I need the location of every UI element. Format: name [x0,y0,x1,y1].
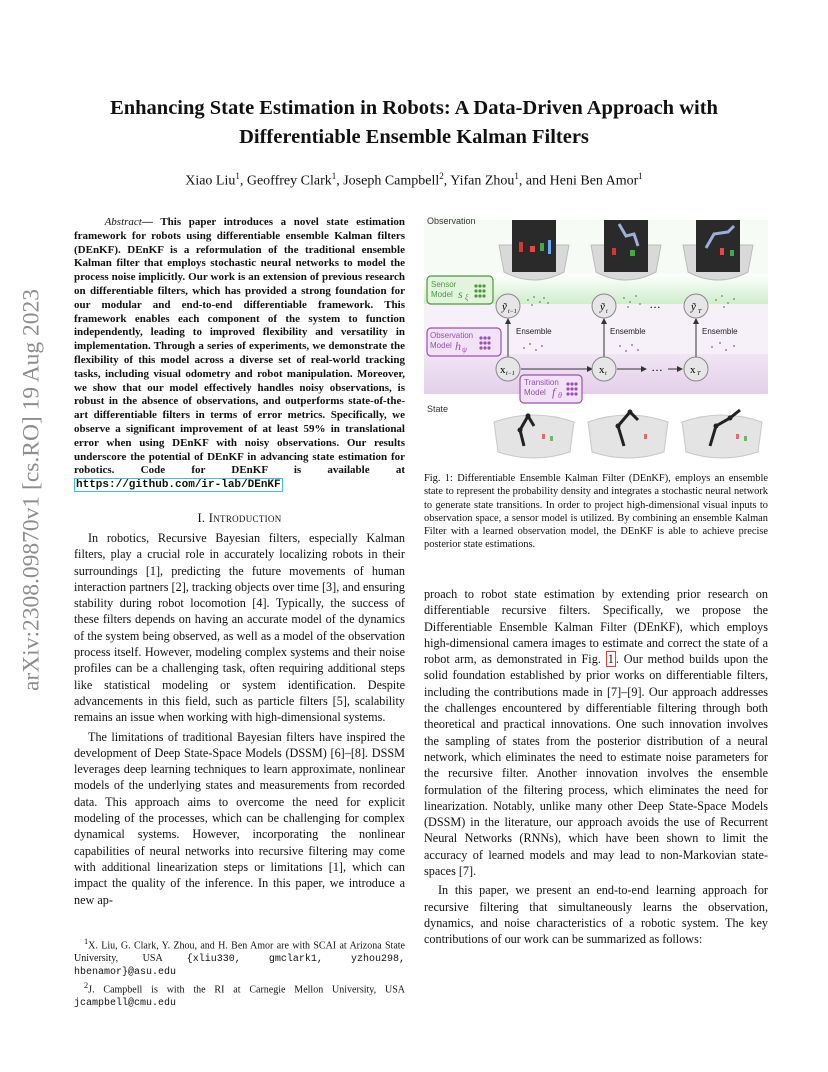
state-image [494,414,574,459]
y-node [496,294,520,318]
right-column-body [424,586,768,951]
svg-text:h: h [455,339,461,353]
footnote-mark: 1 [84,937,89,946]
svg-text:t−1: t−1 [508,309,517,315]
footnote-1 [74,936,405,980]
author-name: Geoffrey Clark [246,173,332,189]
svg-text:ψ: ψ [462,345,467,354]
author-affiliation: 1 [331,171,337,181]
footnote-emails: {xliu330, gmclark1, yzhou298, hbenamor}@asu.edu [74,953,405,979]
ellipsis: … [649,297,661,311]
svg-text:t: t [605,371,607,377]
author-affiliation: 2 [439,171,444,181]
figure-ref-link[interactable]: 1 [607,652,614,667]
y-node [684,294,708,318]
left-column-body [74,530,405,911]
footnote-email: jcampbell@cmu.edu [74,997,177,1009]
svg-text:Model: Model [524,388,546,397]
observation-model-box [427,328,501,356]
paragraph: In robotics, Recursive Bayesian filters, especially Kalman filters, play a crucial role in accurately localizing robots in their surroundings [1], predicting the future movements of human interaction partners [2], tracking objects over time [3], and ensuring stability during robot locomotion [4]. Typically, the success of these filters depends on having an accurate model of the dynamics of the system being observed, as well as a model of the observation process itself. However, modeling complex systems and their noise profiles can be a challenging task, often requiring additional steps like statistical modeling or system identification. Despite advancements in this field, such as particle filters [5], scalability remains an issue when working with high-dimensional systems. [74,531,405,725]
abstract-label: Abstract [104,216,142,228]
svg-text:T: T [697,371,701,377]
author-affiliation: 1 [235,171,240,181]
paper-title: Enhancing State Estimation in Robots: A Data-Driven Approach with Differentiable Ensemble Kalman Filters [110,97,718,148]
svg-text:t: t [606,309,608,315]
svg-text:ξ: ξ [465,293,469,302]
caption-label: Fig. 1: [424,473,458,484]
author-name: Xiao Liu [185,173,236,189]
svg-text:ỹ: ỹ [691,301,696,313]
footnote-text: J. Campbell is with the RI at Carnegie Mellon University, USA [88,984,405,996]
ensemble-label: Ensemble [702,327,738,336]
svg-text:Transition: Transition [524,378,559,387]
svg-text:Model: Model [430,341,452,350]
observation-label: Observation [427,216,476,226]
caption-text: Differentiable Ensemble Kalman Filter (DEnKF), employs an ensemble state to represent the probability density and integrates a stochastic neural network to generate state transitions. In order to project high-dimensional visual inputs to observation space, a sensor model is utilized. By combining an ensemble Kalman Filter with a learned observation model, the DEnKF is able to achieve precise posterior state estimations. [424,473,768,551]
svg-text:f: f [552,385,556,399]
paragraph: In this paper, we present an end-to-end learning approach for recursive filtering that simultaneously learns the observation, dynamics, and noise characteristics of a robotic system. The key contributions of our work can be summarized as follows: [424,883,768,947]
state-label: State [427,404,449,414]
svg-text:θ: θ [558,391,562,400]
code-link[interactable]: https://github.com/ir-lab/DEnKF [76,479,281,492]
paragraph: The limitations of traditional Bayesian filters have inspired the development of Deep State-Space Models (DSSM) [6]–[8]. DSSM leverages deep learning techniques to learn approximate, nonlinear models of the underlying states and measurements from recorded data. This approach aims to overcome the need for explicit modeling of the processes, which can be challenging for complex dynamical systems. However, incorporating the nonlinear capabilities of neural networks into recursive filtering may come with additional linearization steps or limitations [1], which can impact the quality of the inference. In this paper, we introduce a new ap- [74,729,405,907]
figure-1 [424,212,768,462]
author-name: Heni Ben Amor [549,173,639,189]
x-node [684,357,708,381]
abstract [74,216,405,493]
svg-text:Observation: Observation [430,331,474,340]
x-node [592,357,616,381]
abstract-text: This paper introduces a novel state estimation framework for robots using differentiable ensemble Kalman filters (DEnKF). DEnKF is a reformulation of the traditional ensemble Kalman filter that employs stochastic neural networks to model the process noise implicitly. Our work is an extension of previous research on differentiable filters, which has provided a strong foundation for our modular and end-to-end differentiable framework. This framework enables each component of the system to function independently, leading to improved flexibility and versatility in implementation. Through a series of experiments, we demonstrate the flexibility of this model across a diverse set of real-world tracking tasks, including visual odometry and robot manipulation. Moreover, we show that our model effectively handles noisy observations, is robust in the absence of observations, and outperforms state-of-the-art differentiable filters in terms of error metrics. Specifically, we observe a significant improvement of at least 59% in translational error when using DEnKF with noisy observations. Our results underscore the potential of DEnKF in advancing state estimation for robotics. Code for DEnKF is available at [74,216,405,477]
svg-text:x: x [500,364,506,376]
arxiv-id: arXiv:2308.09870v1 [cs.RO] 19 Aug 2023 [18,288,45,692]
paragraph [424,586,768,879]
svg-text:Model: Model [431,290,453,299]
svg-text:x: x [599,364,605,376]
author-name: Joseph Campbell [343,173,440,189]
ensemble-label: Ensemble [516,327,552,336]
footnote-text: X. Liu, G. Clark, Y. Zhou, and H. Ben Amor are with SCAI at Arizona State University, USA [74,940,405,964]
author-affiliation: 1 [514,171,519,181]
svg-text:s: s [458,287,463,301]
x-node [496,357,520,381]
ellipsis: … [651,360,663,374]
y-node [592,294,616,318]
svg-text:x: x [690,364,696,376]
figure-caption [424,472,768,552]
abstract-dash: — [141,216,161,228]
transition-model-box [520,375,582,403]
paragraph-text: proach to robot state estimation by extending prior research on differentiable recursive filters. Specifically, we propose the Differentiable Ensemble Kalman Filter (DEnKF), which employs high-dimensional camera images to estimate and correct the state of a robot arm, as demonstrated in Fig. [424,587,768,667]
svg-text:ỹ: ỹ [502,301,507,313]
author-list: Xiao Liu$^1$, Geoffrey Clark$^1$, Joseph Campbell$^2$, Yifan Zhou$^1$, and Heni Ben Amor$^1$ [185,171,643,189]
svg-text:Sensor: Sensor [431,280,457,289]
section-heading: I. Introduction [197,511,282,525]
svg-text:T: T [698,309,702,315]
svg-text:ỹ: ỹ [600,301,605,313]
footnote-mark: 2 [84,980,89,990]
footnote-2 [74,980,405,1010]
sensor-model-box [427,276,493,304]
footnotes [74,936,405,1010]
author-affiliation: 1 [638,171,643,181]
svg-text:t−1: t−1 [506,371,515,377]
author-name: Yifan Zhou [450,173,515,189]
ensemble-label: Ensemble [610,327,646,336]
paragraph-text: . Our method builds upon the solid foundation established by prior works on differentiable filters, including the contributions made in [7]–[9]. Our approach addresses the challenges encountered by differentiable filtering through both theoretical and practical innovations. One such innovation involves the sampling of states from the posterior distribution of a neural network, which eliminates the need to estimate noise parameters for the recursive filter. Another innovation involves the ensemble formulation of the filtering process, which eliminates the need for linearization. Notably, unlike many other Deep State-Space Models (DSSM) in the literature, our approach avoids the use of Recurrent Neural Networks (RNNs), which have been shown to limit the accuracy of learned models and may lead to non-Markovian state-spaces [7]. [424,652,768,879]
arxiv-stamp [14,280,50,700]
